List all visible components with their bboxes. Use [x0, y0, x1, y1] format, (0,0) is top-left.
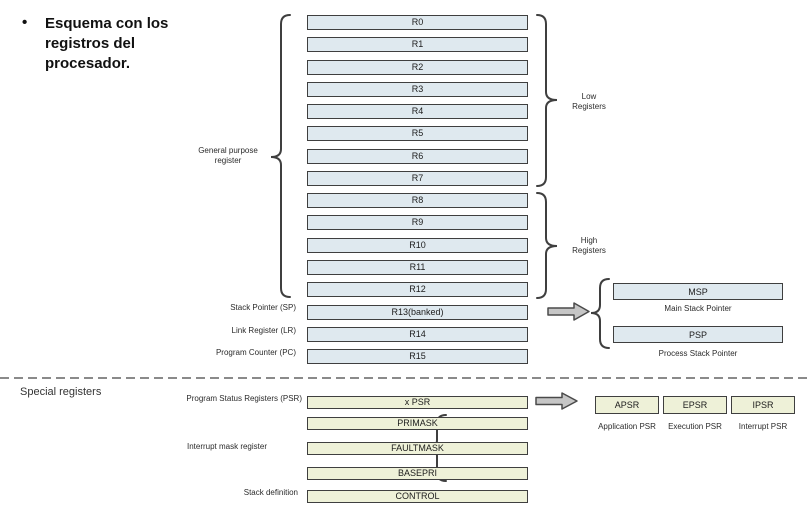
register-box-r8: R8	[307, 193, 528, 208]
ipsr-box: IPSR	[731, 396, 795, 414]
register-box-r7: R7	[307, 171, 528, 186]
psp-box: PSP	[613, 326, 783, 343]
apsr-caption: Application PSR	[598, 422, 656, 431]
brace-stack-pointers	[591, 279, 609, 348]
register-box-r15: R15	[307, 349, 528, 364]
ipsr-caption: Interrupt PSR	[738, 422, 788, 431]
brace-high-registers	[537, 193, 557, 298]
high-registers-label: High Registers	[572, 236, 606, 255]
register-box-r2: R2	[307, 60, 528, 75]
control-box: CONTROL	[307, 490, 528, 503]
special-registers-section-label: Special registers	[20, 386, 102, 398]
register-box-r6: R6	[307, 149, 528, 164]
xpsr-box: x PSR	[307, 396, 528, 409]
msp-caption: Main Stack Pointer	[664, 304, 732, 313]
interrupt-mask-label: Interrupt mask register	[186, 442, 267, 451]
low-registers-label: Low Registers	[572, 92, 606, 111]
basepri-box: BASEPRI	[307, 467, 528, 480]
apsr-box: APSR	[595, 396, 659, 414]
brace-low-registers	[537, 15, 557, 186]
psp-caption: Process Stack Pointer	[658, 349, 738, 358]
register-box-r10: R10	[307, 238, 528, 253]
register-box-r9: R9	[307, 215, 528, 230]
register-box-r1: R1	[307, 37, 528, 52]
brace-general-purpose	[271, 15, 290, 297]
general-purpose-label: General purpose register	[198, 146, 258, 165]
register-box-r13: R13(banked)	[307, 305, 528, 320]
register-box-r4: R4	[307, 104, 528, 119]
program-counter-label: Program Counter (PC)	[215, 348, 296, 357]
block-arrow-psr-icon	[536, 393, 577, 409]
register-box-r12: R12	[307, 282, 528, 297]
slide-title: Esquema con los registros del procesador.	[45, 15, 169, 72]
epsr-box: EPSR	[663, 396, 727, 414]
register-box-r5: R5	[307, 126, 528, 141]
stack-pointer-label: Stack Pointer (SP)	[230, 303, 296, 312]
bullet-marker: •	[22, 14, 28, 31]
primask-box: PRIMASK	[307, 417, 528, 430]
block-arrow-r13-icon	[548, 303, 589, 320]
register-box-r14: R14	[307, 327, 528, 342]
stack-definition-label: Stack definition	[243, 488, 298, 497]
psr-label: Program Status Registers (PSR)	[186, 394, 302, 403]
msp-box: MSP	[613, 283, 783, 300]
faultmask-box: FAULTMASK	[307, 442, 528, 455]
register-box-r3: R3	[307, 82, 528, 97]
epsr-caption: Execution PSR	[668, 422, 722, 431]
register-box-r11: R11	[307, 260, 528, 275]
register-box-r0: R0	[307, 15, 528, 30]
link-register-label: Link Register (LR)	[231, 326, 296, 335]
